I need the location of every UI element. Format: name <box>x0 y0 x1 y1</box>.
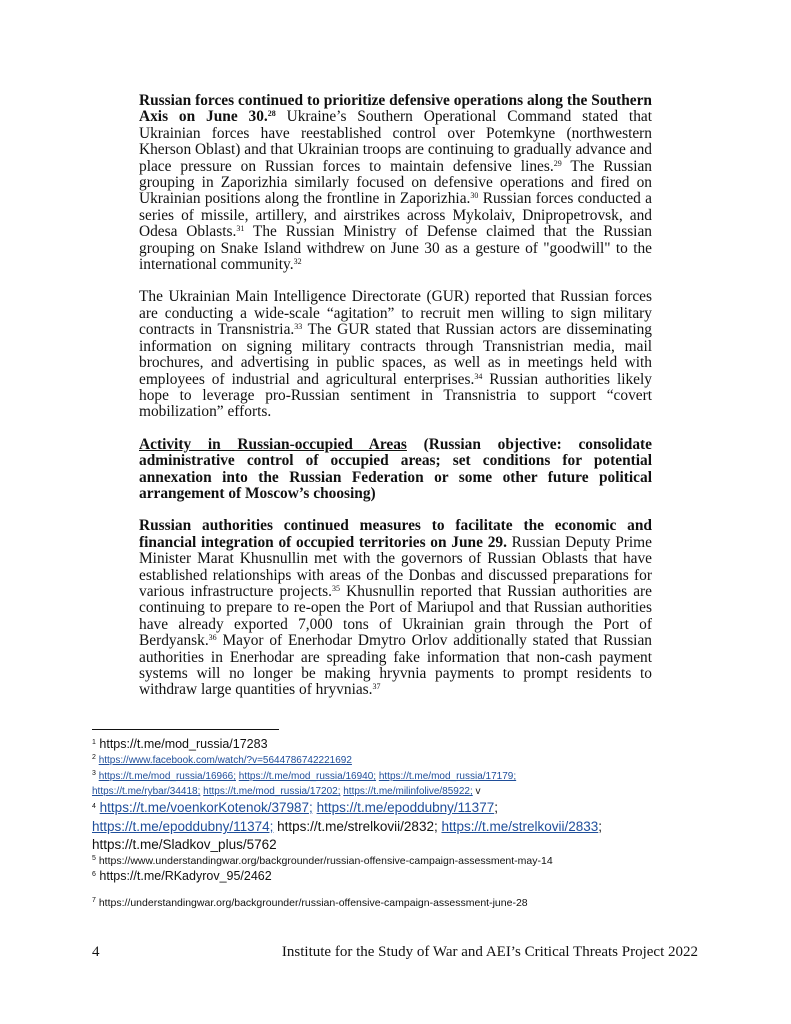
footnote-number: 2 <box>92 754 96 761</box>
footnote-link[interactable]: https://t.me/mod_russia/16940; <box>238 771 377 782</box>
footnote-ref[interactable]: 29 <box>553 158 562 168</box>
footnote-2 <box>92 755 692 766</box>
footnote-link[interactable]: https://t.me/rybar/34418; <box>92 786 201 797</box>
paragraph-text: Ukraine’s Southern Operational Command stated that Ukrainian forces have reestablished control over Potemkyne (northwestern Kherson Oblast) and that Ukrainian troops are continuing to gradually advance and place pressure on Russian forces to maintain defensive lines. <box>139 108 652 175</box>
footnote-url: https://understandingwar.org/backgrounder/russian-offensive-campaign-assessment-june-28 <box>98 897 528 909</box>
footnote-1 <box>92 737 692 751</box>
footnote-ref[interactable]: 36 <box>208 633 217 643</box>
footer-text: Institute for the Study of War and AEI’s Critical Threats Project 2022 <box>281 944 698 960</box>
footnote-link[interactable]: https://www.facebook.com/watch/?v=5644786742221692 <box>98 755 352 766</box>
paragraph-lead: Russian forces continued to prioritize defensive operations along the Southern Axis on June 30. <box>139 92 652 126</box>
footnote-ref[interactable]: 30 <box>470 191 479 201</box>
paragraph-text: The Ukrainian Main Intelligence Directorate (GUR) reported that Russian forces are conducting a wide-scale “agitation” to recruit men willing to sign military contracts in Transnistria. <box>139 288 652 339</box>
article-body <box>139 93 652 715</box>
paragraph-text: Russian authorities likely hope to leverage pro-Russian sentiment in Transnistria to support “covert mobilization” efforts. <box>139 370 652 421</box>
footnote-ref[interactable]: 33 <box>294 322 303 332</box>
paragraph-text: Mayor of Enerhodar Dmytro Orlov additionally stated that Russian authorities in Enerhodar are spreading fake information that non-cash payment systems will no longer be making hryvnia payments to prompt residents to withdraw large quantities of hryvnias. <box>139 632 652 699</box>
paragraph-text: The Russian Ministry of Defense claimed that the Russian grouping on Snake Island withdrew on June 30 as a gesture of "goodwill" to the international community. <box>139 223 652 274</box>
footnote-number: 1 <box>92 739 96 746</box>
footnote-link[interactable]: https://t.me/strelkovii/2833 <box>441 819 599 834</box>
footnote-7 <box>92 897 692 909</box>
footnote-link[interactable]: https://t.me/voenkorKotenok/37987; <box>99 800 313 815</box>
footnote-ref[interactable]: 34 <box>474 371 483 381</box>
footnote-ref[interactable]: 31 <box>236 224 245 234</box>
footnote-link[interactable]: https://t.me/epoddubny/11377 <box>316 800 495 815</box>
paragraph-text: Russian forces conducted a series of missile, artillery, and airstrikes across Mykolaiv, Dnipropetrovsk, and Odesa Oblasts. <box>139 190 652 241</box>
footnote-url: https://t.me/RKadyrov_95/2462 <box>99 869 272 883</box>
paragraph-transnistria <box>139 289 652 420</box>
footnote-link[interactable]: https://t.me/mod_russia/17179; <box>378 771 517 782</box>
footnote-number: 6 <box>92 871 96 878</box>
paragraph-economic-integration <box>139 518 652 698</box>
footnote-4-line-2 <box>92 819 692 834</box>
footnote-text: ; <box>598 819 603 834</box>
footnote-5 <box>92 855 692 867</box>
paragraph-southern-axis <box>139 93 652 273</box>
paragraph-text: Khusnullin reported that Russian authorities are continuing to prepare to re-open the Port of Mariupol and that Russian authorities have already exported 7,000 tons of Ukrainian grain through the Port of Berdyansk. <box>139 582 652 650</box>
footnote-text: ; <box>494 800 498 815</box>
footnote-link[interactable]: https://t.me/milinfolive/85922; <box>343 786 473 797</box>
footnote-text: https://t.me/strelkovii/2832; <box>273 819 442 834</box>
footnote-url: https://www.understandingwar.org/backgrounder/russian-offensive-campaign-assessment-may-14 <box>98 855 553 867</box>
paragraph-text: The Russian grouping in Zaporizhia similarly focused on defensive operations and fired on Ukrainian positions along the frontline in Zaporizhia. <box>139 157 652 208</box>
footnote-4-line-3 <box>92 837 692 852</box>
paragraph-lead: Russian authorities continued measures to facilitate the economic and financial integration of occupied territories on June 29. <box>139 517 652 551</box>
footnote-ref[interactable]: 32 <box>293 257 302 267</box>
footnote-4 <box>92 800 692 815</box>
footnote-ref[interactable]: 37 <box>372 682 381 692</box>
footnote-separator <box>92 729 279 730</box>
footnote-link[interactable]: https://t.me/epoddubny/11374; <box>92 819 274 834</box>
footnote-text: https://t.me/Sladkov_plus/5762 <box>92 837 277 852</box>
paragraph-text: Russian Deputy Prime Minister Marat Khusnullin met with the governors of Russian Oblasts that have established relationships with areas of the Donbas and discussed preparations for various infrastructure projects. <box>139 533 652 600</box>
footnote-number: 4 <box>92 803 96 810</box>
footnote-number: 3 <box>92 770 96 777</box>
footnote-ref[interactable]: 28 <box>267 109 276 119</box>
section-heading <box>139 437 652 503</box>
page-number: 4 <box>92 944 100 960</box>
footnote-ref[interactable]: 35 <box>332 583 341 593</box>
footnote-3 <box>92 771 692 782</box>
section-heading-title: Activity in Russian-occupied Areas <box>139 435 407 453</box>
footnote-link[interactable]: https://t.me/mod_russia/17202; <box>203 786 341 797</box>
footnote-3-line-2 <box>92 786 692 797</box>
footnote-6 <box>92 869 692 883</box>
footnote-url: https://t.me/mod_russia/17283 <box>99 737 268 751</box>
footnote-link[interactable]: https://t.me/mod_russia/16966; <box>98 771 236 782</box>
section-objective: (Russian objective: consolidate administrative control of occupied areas; set conditions for potential annexation into the Russian Federation or some other future political arrangement of Moscow’s choosing) <box>139 435 652 502</box>
footnote-number: 7 <box>92 897 96 904</box>
footnote-number: 5 <box>92 855 96 862</box>
paragraph-text: The GUR stated that Russian actors are disseminating information on signing military contracts through Transnistrian media, mail brochures, and advertising in public spaces, as well as in meetings held with employees of industrial and agricultural enterprises. <box>139 321 652 388</box>
footnote-text: v <box>472 786 481 797</box>
